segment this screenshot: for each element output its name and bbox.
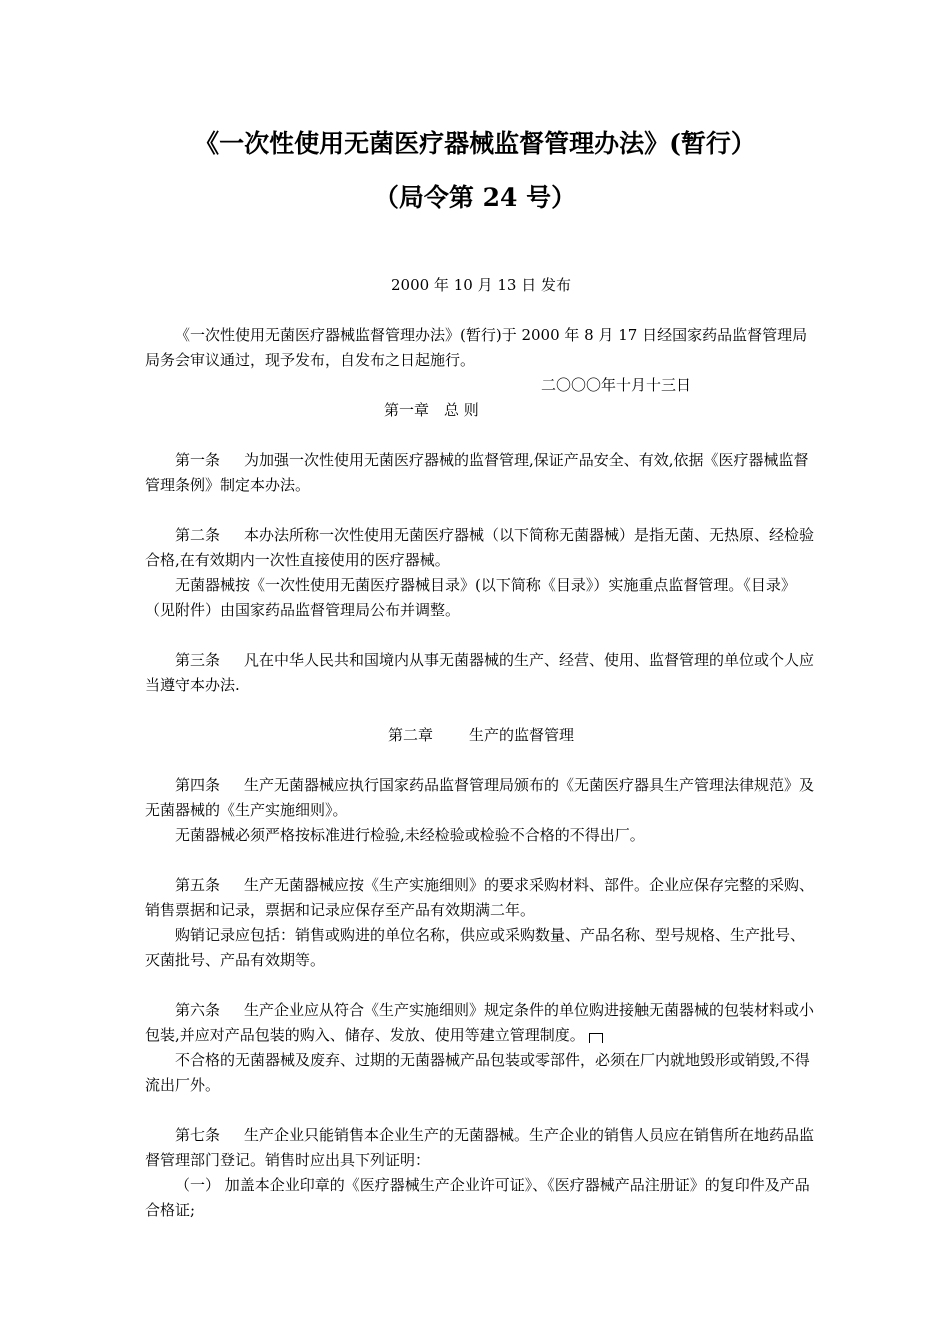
document-number: （局令第 24 号）: [373, 183, 577, 212]
document-body: [145, 273, 817, 1223]
article-5-para-2: 购销记录应包括：销售或购进的单位名称，供应或采购数量、产品名称、型号规格、生产批号、灭菌批号、产品有效期等。: [145, 926, 806, 969]
publish-date: 2000 年 10 月 13 日 发布: [391, 276, 571, 294]
chapter-1-title: 总 则: [444, 401, 479, 419]
article-1-text: 为加强一次性使用无菌医疗器械的监督管理,保证产品安全、有效,依据《医疗器械监督管理条例》制定本办法。: [145, 451, 809, 494]
article-7-item-1: （一） 加盖本企业印章的《医疗器械生产企业许可证》、《医疗器械产品注册证》的复印件及产品合格证;: [145, 1176, 810, 1219]
article-6-label: 第六条: [175, 1001, 221, 1019]
paragraph-mark-icon: [589, 1033, 603, 1043]
preamble-text: 《一次性使用无菌医疗器械监督管理办法》(暂行)于 2000 年 8 月 17 日经国家药品监督管理局局务会审议通过，现予发布，自发布之日起施行。: [145, 326, 808, 369]
article-1-label: 第一条: [175, 451, 221, 469]
article-2-para-2: 无菌器械按《一次性使用无菌医疗器械目录》(以下简称《目录》）实施重点监督管理。《目录》（见附件）由国家药品监督管理局公布并调整。: [145, 576, 796, 619]
article-4-para-2: 无菌器械必须严格按标准进行检验,未经检验或检验不合格的不得出厂。: [175, 826, 645, 844]
chapter-2-label: 第二章: [387, 726, 433, 744]
signature-date: 二〇〇〇年十月十三日: [540, 376, 691, 394]
article-1: [145, 448, 817, 498]
article-6-text: 生产企业应从符合《生产实施细则》规定条件的单位购进接触无菌器械的包装材料或小包装,并应对产品包装的购入、储存、发放、使用等建立管理制度。: [145, 1001, 815, 1044]
article-5-text: 生产无菌器械应按《生产实施细则》的要求采购材料、部件。企业应保存完整的采购、销售票据和记录，票据和记录应保存至产品有效期满二年。: [145, 876, 815, 919]
article-6: [145, 998, 817, 1048]
article-7: [145, 1123, 817, 1173]
article-3-label: 第三条: [175, 651, 221, 669]
article-7-label: 第七条: [175, 1126, 221, 1144]
article-3: [145, 648, 817, 698]
article-2: [145, 523, 817, 573]
article-4-text: 生产无菌器械应执行国家药品监督管理局颁布的《无菌医疗器具生产管理法律规范》及无菌器械的《生产实施细则》。: [145, 776, 815, 819]
article-4-label: 第四条: [175, 776, 221, 794]
article-2-text: 本办法所称一次性使用无菌医疗器械（以下简称无菌器械）是指无菌、无热原、经检验合格,在有效期内一次性直接使用的医疗器械。: [145, 526, 815, 569]
chapter-1-heading: [145, 398, 817, 423]
chapter-1-label: 第一章: [384, 401, 430, 419]
article-5-label: 第五条: [175, 876, 221, 894]
article-5: [145, 873, 817, 923]
article-4: [145, 773, 817, 823]
chapter-2-heading: [145, 723, 817, 748]
article-3-text: 凡在中华人民共和国境内从事无菌器械的生产、经营、使用、监督管理的单位或个人应当遵守本办法.: [145, 651, 815, 694]
chapter-2-title: 生产的监督管理: [469, 726, 575, 744]
article-6-para-2: 不合格的无菌器械及废弃、过期的无菌器械产品包装或零部件，必须在厂内就地毁形或销毁,不得流出厂外。: [145, 1051, 810, 1094]
document-title: 《一次性使用无菌医疗器械监督管理办法》(暂行）: [194, 129, 756, 158]
article-2-label: 第二条: [175, 526, 221, 544]
article-7-text: 生产企业只能销售本企业生产的无菌器械。生产企业的销售人员应在销售所在地药品监督管理部门登记。销售时应出具下列证明：: [145, 1126, 815, 1169]
